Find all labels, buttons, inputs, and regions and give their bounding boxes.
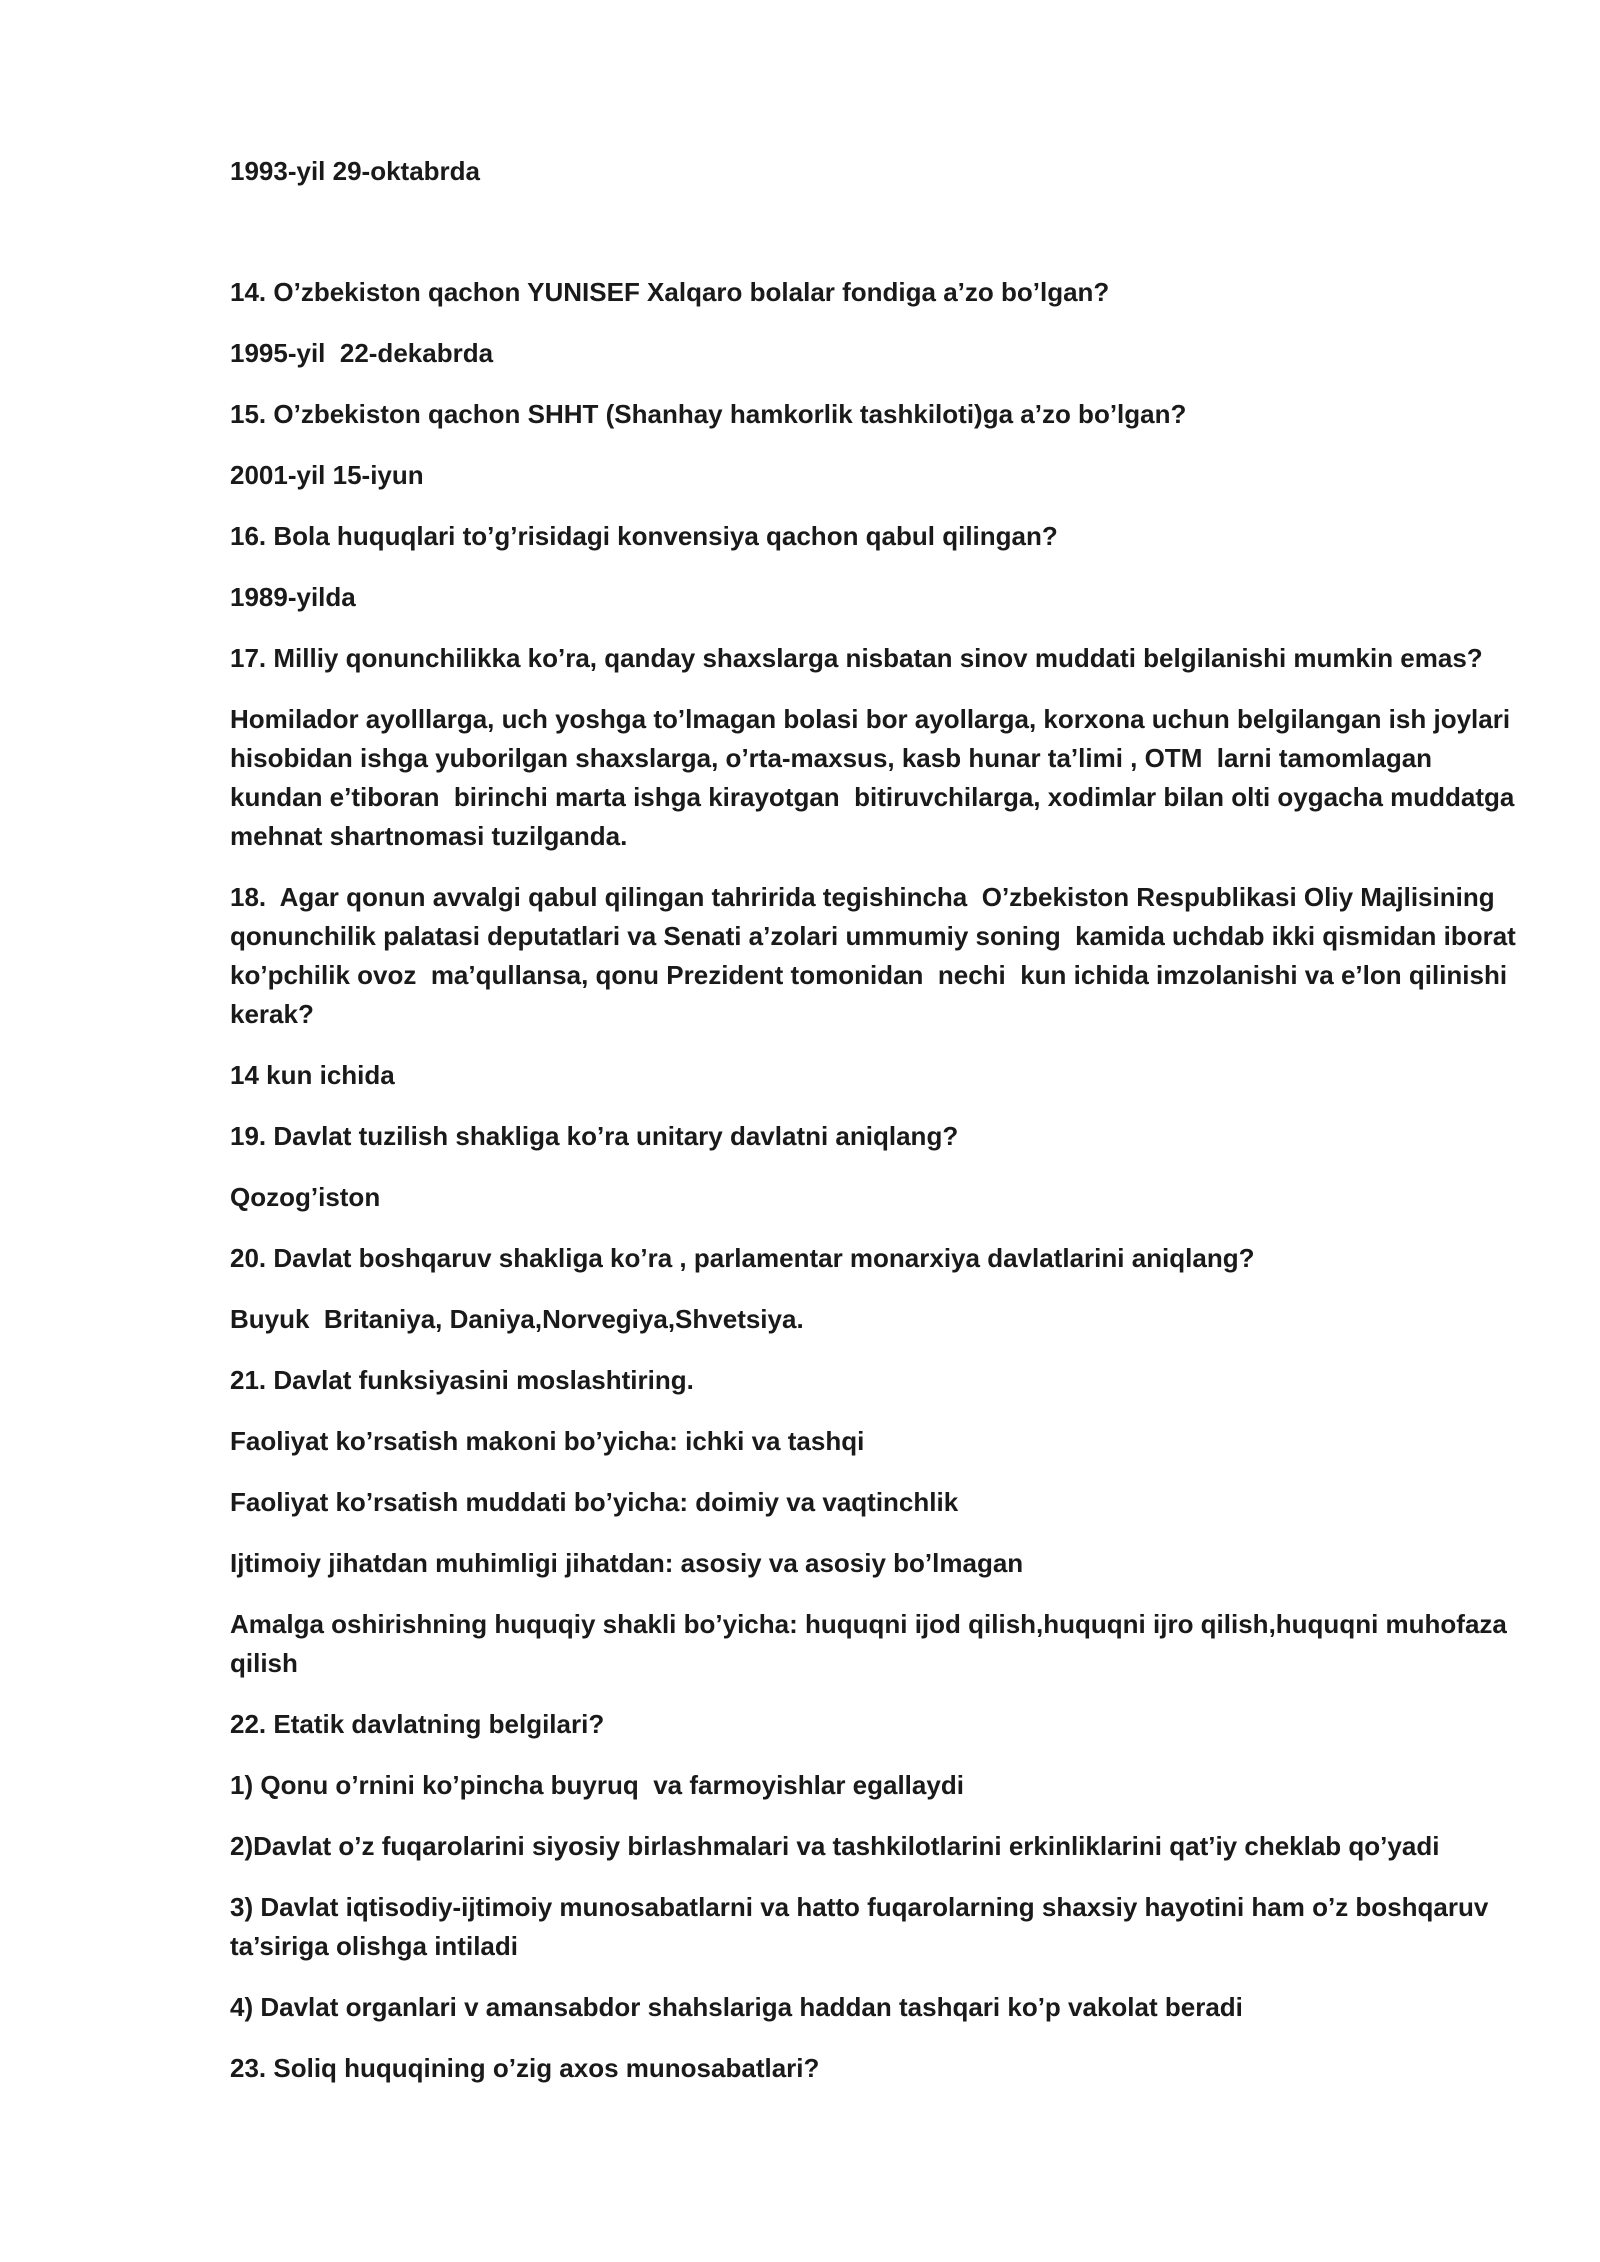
answer-line: Buyuk Britaniya, Daniya,Norvegiya,Shvetsiya. [230,1304,804,1334]
question-line: 20. Davlat boshqaruv shakliga ko’ra , parlamentar monarxiya davlatlarini aniqlang? [230,1243,1255,1273]
answer-line: 2001-yil 15-iyun [230,460,424,490]
answer-paragraph: Homilador ayolllarga, uch yoshga to’lmagan bolasi bor ayollarga, korxona uchun belgilangan ish joylari hisobidan ishga yuborilgan shaxslarga, o’rta-maxsus, kasb hunar ta’limi , OTM larni tamomlagan kundan e’tiboran birinchi marta ishga kirayotgan bitiruvchilarga, xodimlar bilan olti oygacha muddatga mehnat shartnomasi tuzilganda. [230,704,1522,851]
answer-line: 1995-yil 22-dekabrda [230,338,494,368]
question-line: 23. Soliq huquqining o’zig axos munosabatlari? [230,2053,820,2083]
question-line: 15. O’zbekiston qachon SHHT (Shanhay hamkorlik tashkiloti)ga a’zo bo’lgan? [230,399,1187,429]
answer-line: Amalga oshirishning huquqiy shakli bo’yicha: huquqni ijod qilish,huquqni ijro qilish,huquqni muhofaza qilish [230,1609,1515,1678]
question-line: 16. Bola huquqlari to’g’risidagi konvensiya qachon qabul qilingan? [230,521,1058,551]
answer-line: 2)Davlat o’z fuqarolarini siyosiy birlashmalari va tashkilotlarini erkinliklarini qat’iy cheklab qo’yadi [230,1831,1440,1861]
document-body [230,152,1524,2110]
answer-line: 4) Davlat organlari v amansabdor shahslariga haddan tashqari ko’p vakolat beradi [230,1992,1243,2022]
answer-line: 1) Qonu o’rnini ko’pincha buyruq va farmoyishlar egallaydi [230,1770,964,1800]
question-line: 17. Milliy qonunchilikka ko’ra, qanday shaxslarga nisbatan sinov muddati belgilanishi mumkin emas? [230,643,1483,673]
answer-line: Faoliyat ko’rsatish muddati bo’yicha: doimiy va vaqtinchlik [230,1487,959,1517]
answer-line: 3) Davlat iqtisodiy-ijtimoiy munosabatlarni va hatto fuqarolarning shaxsiy hayotini ham o’z boshqaruv ta’siriga olishga intiladi [230,1892,1496,1961]
answer-line: Faoliyat ko’rsatish makoni bo’yicha: ichki va tashqi [230,1426,865,1456]
answer-line: Ijtimoiy jihatdan muhimligi jihatdan: asosiy va asosiy bo’lmagan [230,1548,1024,1578]
answer-line: Qozog’iston [230,1182,381,1212]
answer-line: 14 kun ichida [230,1060,395,1090]
question-line: 22. Etatik davlatning belgilari? [230,1709,605,1739]
question-line: 19. Davlat tuzilish shakliga ko’ra unitary davlatni aniqlang? [230,1121,959,1151]
answer-line: 1993-yil 29-oktabrda [230,156,481,186]
answer-line: 1989-yilda [230,582,356,612]
question-line: 18. Agar qonun avvalgi qabul qilingan tahririda tegishincha O’zbekiston Respublikasi Oliy Majlisining qonunchilik palatasi deputatlari va Senati a’zolari ummumiy soning kamida uchdab ikki qismidan iborat ko’pchilik ovoz ma’qullansa, qonu Prezident tomonidan nechi kun ichida imzolanishi va e’lon qilinishi kerak? [230,882,1524,1029]
question-line: 21. Davlat funksiyasini moslashtiring. [230,1365,694,1395]
question-line: 14. O’zbekiston qachon YUNISEF Xalqaro bolalar fondiga a’zo bo’lgan? [230,277,1110,307]
